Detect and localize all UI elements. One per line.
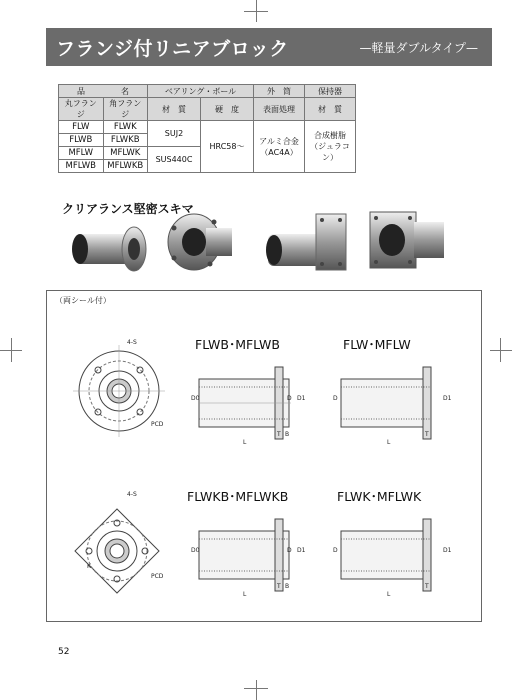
- product-photo-flw: [62, 216, 158, 282]
- table-cell: HRC58〜: [201, 121, 254, 173]
- t-label: T: [425, 583, 429, 590]
- th-outer: 外 筒: [254, 85, 305, 98]
- d-label: D: [287, 547, 292, 554]
- b-label: B: [285, 583, 290, 590]
- th-square-flange: 角フランジ: [103, 98, 148, 121]
- t-label: T: [277, 431, 281, 438]
- table-cell: MFLW: [59, 147, 104, 160]
- holes-label: 4-S: [127, 339, 137, 346]
- table-cell: FLWKB: [103, 134, 148, 147]
- l-label: L: [243, 591, 247, 598]
- drawing-panel: [46, 290, 482, 622]
- holes-label: 4-S: [127, 491, 137, 498]
- th-name: 名: [103, 85, 148, 98]
- d0-label: D0: [191, 547, 200, 554]
- table-cell: MFLWKB: [103, 160, 148, 173]
- crop-mark: [244, 11, 268, 12]
- product-photo-flwk: [260, 208, 356, 278]
- d1-label: D1: [443, 395, 452, 402]
- k-label: K: [87, 563, 91, 570]
- seal-note: （両シール付）: [55, 296, 111, 305]
- table-cell: FLW: [59, 121, 104, 134]
- l-label: L: [243, 439, 247, 446]
- model-title-flwkb: FLWKB･MFLWKB: [187, 489, 289, 504]
- model-title-flw: FLW･MFLW: [343, 337, 411, 352]
- d0-label: D0: [191, 395, 200, 402]
- th-hardness: 硬 度: [201, 98, 254, 121]
- t-label: T: [277, 583, 281, 590]
- th-surface: 表面処理: [254, 98, 305, 121]
- crop-mark: [500, 338, 501, 362]
- t-label: T: [425, 431, 429, 438]
- page-subtitle: —軽量ダブルタイプ—: [359, 41, 478, 55]
- table-cell: FLWK: [103, 121, 148, 134]
- b-label: B: [285, 431, 290, 438]
- d-label: D: [287, 395, 292, 402]
- table-cell: MFLWK: [103, 147, 148, 160]
- square-flange-front-view: [67, 501, 167, 601]
- product-photo-flwb: [162, 210, 242, 276]
- page-title: フランジ付リニアブロック: [56, 38, 289, 60]
- crop-mark: [244, 688, 268, 689]
- d1-label: D1: [443, 547, 452, 554]
- table-cell: FLWB: [59, 134, 104, 147]
- crop-mark: [256, 680, 257, 700]
- d1-label: D1: [297, 547, 306, 554]
- l-label: L: [387, 591, 391, 598]
- page-number: 52: [58, 647, 70, 657]
- table-cell: 合成樹脂（ジュラコン）: [305, 121, 356, 173]
- model-title-flwk: FLWK･MFLWK: [337, 489, 422, 504]
- th-bearing-ball: ベアリング・ボール: [148, 85, 254, 98]
- model-title-flwb: FLWB･MFLWB: [195, 337, 280, 352]
- table-cell: アルミ合金（AC4A）: [254, 121, 305, 173]
- side-view-flwkb: [195, 513, 309, 597]
- d1-label: D1: [297, 395, 306, 402]
- th-product: 品: [59, 85, 104, 98]
- pcd-label: PCD: [151, 421, 164, 428]
- side-view-flwk: [337, 513, 451, 597]
- th-material: 材 質: [148, 98, 201, 121]
- table-cell: MFLWB: [59, 160, 104, 173]
- crop-mark: [490, 350, 512, 351]
- th-round-flange: 丸フランジ: [59, 98, 104, 121]
- th-retainer-material: 材 質: [305, 98, 356, 121]
- table-cell: SUJ2: [148, 121, 201, 147]
- d-label: D: [333, 547, 338, 554]
- section-title: クリアランス堅密スキマ: [62, 202, 194, 216]
- pcd-label: PCD: [151, 573, 164, 580]
- d-label: D: [333, 395, 338, 402]
- crop-mark: [11, 338, 12, 362]
- l-label: L: [387, 439, 391, 446]
- title-banner: [46, 28, 492, 66]
- product-photo-flwkb: [364, 208, 450, 278]
- th-retainer: 保持器: [305, 85, 356, 98]
- table-cell: SUS440C: [148, 147, 201, 173]
- side-view-flwb: [195, 361, 309, 445]
- side-view-flw: [337, 361, 451, 445]
- spec-table: [58, 84, 356, 173]
